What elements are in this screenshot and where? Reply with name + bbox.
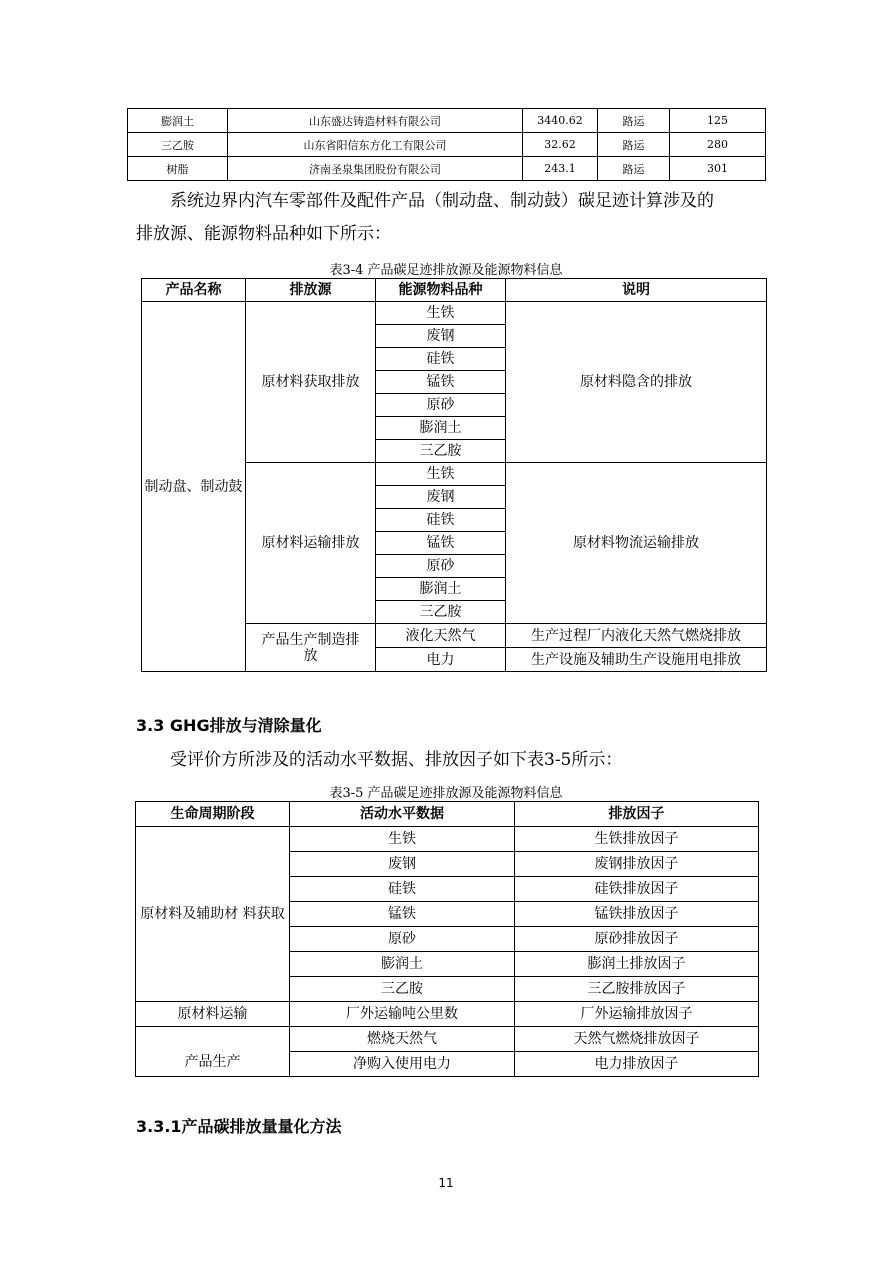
intro-line-2: 排放源、能源物料品种如下所示：: [136, 224, 391, 244]
quantity-cell: 3440.62: [523, 109, 598, 133]
quantity-cell: 243.1: [523, 157, 598, 181]
activity-data-cell: 净购入使用电力: [290, 1052, 515, 1077]
header-emission-source: 排放源: [246, 279, 376, 302]
material-cell: 原砂: [376, 394, 506, 417]
distance-cell: 125: [670, 109, 766, 133]
table-3-4-caption: 表3-4 产品碳足迹排放源及能源物料信息: [329, 263, 563, 278]
activity-data-cell: 三乙胺: [290, 977, 515, 1002]
table-row: [136, 1027, 759, 1052]
section-3-3-text: 受评价方所涉及的活动水平数据、排放因子如下表3-5所示：: [170, 750, 623, 770]
lifecycle-stage-cell: 产品生产: [136, 1027, 290, 1077]
transport-mode-cell: 路运: [598, 109, 670, 133]
material-cell: 锰铁: [376, 532, 506, 555]
emission-source-cell: 原材料获取排放: [246, 302, 376, 463]
header-product-name: 产品名称: [142, 279, 246, 302]
material-cell: 生铁: [376, 302, 506, 325]
description-cell: 生产过程厂内液化天然气燃烧排放: [506, 624, 767, 648]
emission-factor-cell: 天然气燃烧排放因子: [515, 1027, 759, 1052]
distance-cell: 280: [670, 133, 766, 157]
material-cell: 膨润土: [376, 578, 506, 601]
emission-factor-cell: 电力排放因子: [515, 1052, 759, 1077]
emission-source-cell: 原材料运输排放: [246, 463, 376, 624]
header-description: 说明: [506, 279, 767, 302]
supplier-cell: 山东盛达铸造材料有限公司: [228, 109, 523, 133]
activity-data-cell: 燃烧天然气: [290, 1027, 515, 1052]
supplier-cell: 济南圣泉集团股份有限公司: [228, 157, 523, 181]
description-cell: 原材料隐含的排放: [506, 302, 767, 463]
material-cell: 电力: [376, 648, 506, 672]
section-3-3-1-title: 3.3.1产品碳排放量量化方法: [136, 1117, 342, 1136]
material-cell: 三乙胺: [376, 601, 506, 624]
header-lifecycle-stage: 生命周期阶段: [136, 802, 290, 827]
material-cell: 原砂: [376, 555, 506, 578]
material-cell: 三乙胺: [376, 440, 506, 463]
section-3-3-title: 3.3 GHG排放与清除量化: [136, 716, 322, 735]
material-cell: 硅铁: [376, 509, 506, 532]
activity-data-cell: 废钢: [290, 852, 515, 877]
material-cell: 锰铁: [376, 371, 506, 394]
emission-source-cell: 产品生产制造排放: [246, 624, 376, 672]
activity-data-table: [135, 801, 759, 1077]
material-cell: 膨润土: [128, 109, 228, 133]
emission-factor-cell: 膨润土排放因子: [515, 952, 759, 977]
table-row: [128, 157, 766, 181]
emission-factor-cell: 硅铁排放因子: [515, 877, 759, 902]
activity-data-cell: 硅铁: [290, 877, 515, 902]
emission-factor-cell: 生铁排放因子: [515, 827, 759, 852]
intro-paragraph-line2: [136, 219, 766, 250]
emission-factor-cell: 锰铁排放因子: [515, 902, 759, 927]
header-material-type: 能源物料品种: [376, 279, 506, 302]
emission-factor-cell: 三乙胺排放因子: [515, 977, 759, 1002]
activity-data-cell: 膨润土: [290, 952, 515, 977]
distance-cell: 301: [670, 157, 766, 181]
page-number: 11: [438, 1176, 454, 1190]
emission-factor-cell: 厂外运输排放因子: [515, 1002, 759, 1027]
header-activity-data: 活动水平数据: [290, 802, 515, 827]
description-cell: 原材料物流运输排放: [506, 463, 767, 624]
transport-mode-cell: 路运: [598, 157, 670, 181]
table-row: [128, 133, 766, 157]
header-emission-factor: 排放因子: [515, 802, 759, 827]
material-cell: 树脂: [128, 157, 228, 181]
material-cell: 液化天然气: [376, 624, 506, 648]
activity-data-cell: 原砂: [290, 927, 515, 952]
material-cell: 硅铁: [376, 348, 506, 371]
description-cell: 生产设施及辅助生产设施用电排放: [506, 648, 767, 672]
material-cell: 膨润土: [376, 417, 506, 440]
lifecycle-stage-cell: 原材料运输: [136, 1002, 290, 1027]
material-cell: 生铁: [376, 463, 506, 486]
intro-paragraph: [136, 186, 766, 217]
activity-data-cell: 生铁: [290, 827, 515, 852]
table-row: [136, 827, 759, 852]
quantity-cell: 32.62: [523, 133, 598, 157]
lifecycle-stage-cell: 原材料及辅助材 料获取: [136, 827, 290, 1002]
table-row: [142, 302, 767, 325]
supplier-table: [127, 108, 766, 181]
emission-factor-cell: 原砂排放因子: [515, 927, 759, 952]
activity-data-cell: 锰铁: [290, 902, 515, 927]
emission-source-table: [141, 278, 767, 672]
table-row: [128, 109, 766, 133]
supplier-cell: 山东省阳信东方化工有限公司: [228, 133, 523, 157]
intro-line-1: 系统边界内汽车零部件及配件产品（制动盘、制动鼓）碳足迹计算涉及的: [170, 191, 714, 211]
emission-factor-cell: 废钢排放因子: [515, 852, 759, 877]
material-cell: 废钢: [376, 325, 506, 348]
transport-mode-cell: 路运: [598, 133, 670, 157]
table-row: [136, 1002, 759, 1027]
product-name-cell: 制动盘、制动鼓: [142, 302, 246, 672]
table-3-5-caption: 表3-5 产品碳足迹排放源及能源物料信息: [329, 786, 563, 801]
material-cell: 三乙胺: [128, 133, 228, 157]
activity-data-cell: 厂外运输吨公里数: [290, 1002, 515, 1027]
material-cell: 废钢: [376, 486, 506, 509]
